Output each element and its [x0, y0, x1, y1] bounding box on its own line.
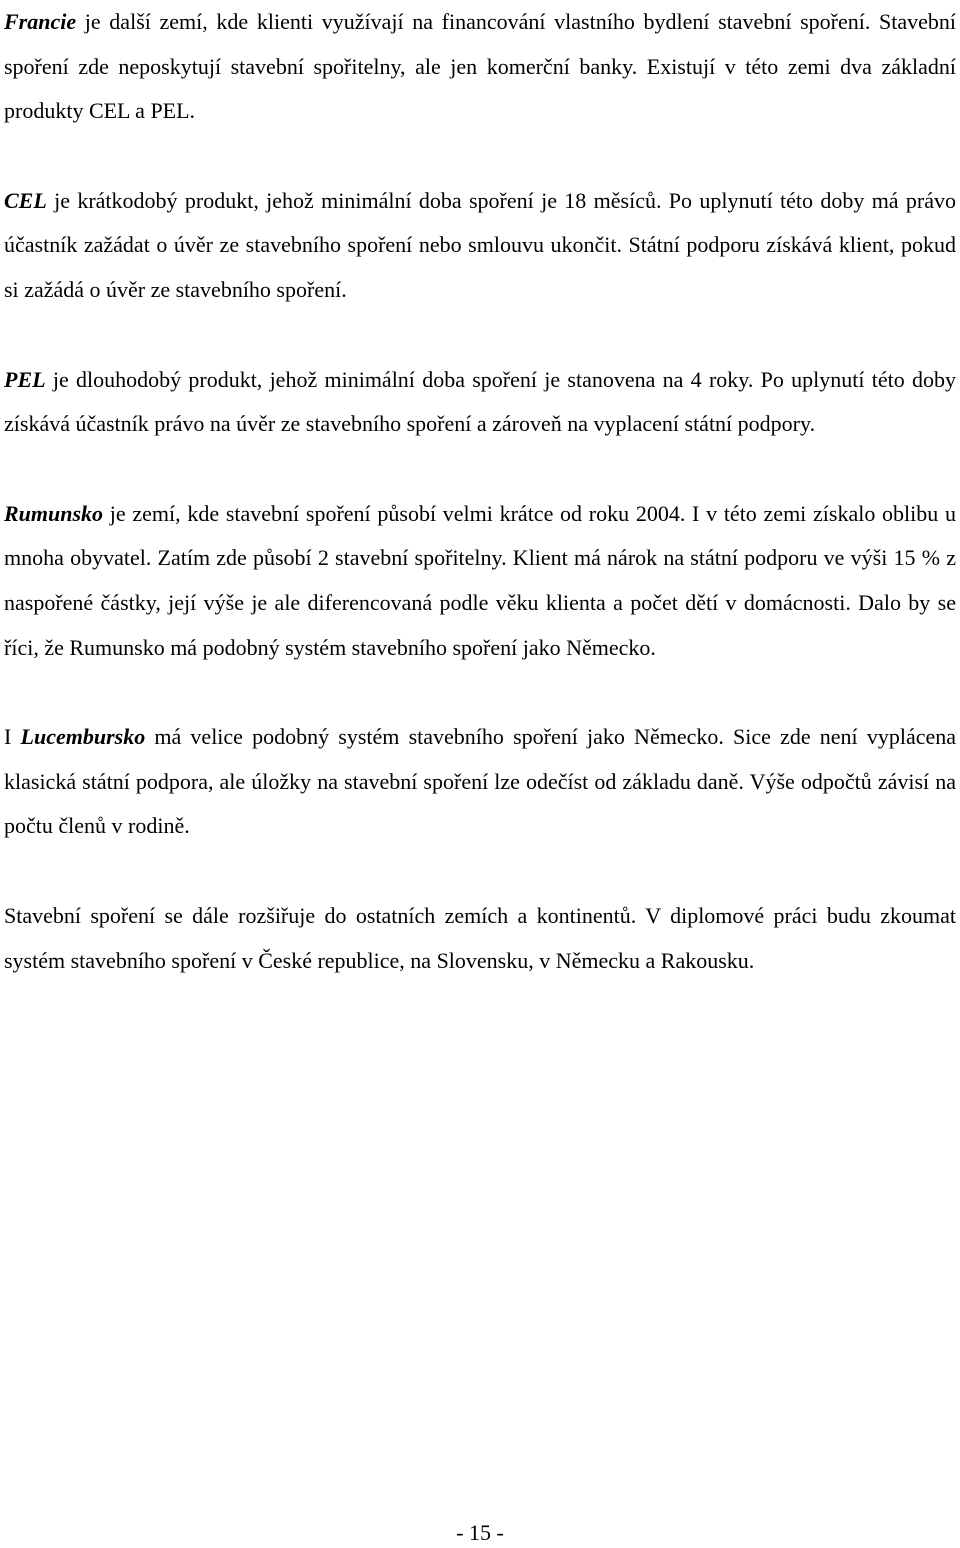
paragraph-lucembursko: [4, 715, 956, 849]
paragraph-text: je dlouhodobý produkt, jehož minimální doba spoření je stanovena na 4 roky. Po uplynutí této doby získává účastník právo na úvěr ze stavebního spoření a zároveň na vyplacení státní podpory.: [4, 366, 956, 437]
paragraph-pel: [4, 358, 956, 447]
paragraph-text: je krátkodobý produkt, jehož minimální doba spoření je 18 měsíců. Po uplynutí této doby má právo účastník zažádat o úvěr ze stavebního spoření nebo smlouvu ukončit. Státní podporu získává klient, pokud si zažádá o úvěr ze stavebního spoření.: [4, 187, 956, 302]
paragraph-conclusion: [4, 894, 956, 983]
keyword-lucembursko: Lucembursko: [20, 724, 146, 750]
paragraph-text: má velice podobný systém stavebního spoření jako Německo. Sice zde není vyplácena klasická státní podpora, ale úložky na stavební spoření lze odečíst od základu daně. Výše odpočtů závisí na počtu členů v rodině.: [4, 724, 957, 839]
paragraph-text: je další zemí, kde klienti využívají na financování vlastního bydlení stavební spoření. Stavební spoření zde neposkytují stavební spořitelny, ale jen komerční banky. Existují v této zemi dva základní produkty CEL a PEL.: [4, 9, 956, 124]
keyword-francie: Francie: [4, 9, 77, 34]
page-number: - 15 -: [456, 1520, 504, 1545]
paragraph-prefix: I: [4, 724, 21, 750]
paragraph-text: je zemí, kde stavební spoření působí velmi krátce od roku 2004. I v této zemi získalo oblibu u mnoha obyvatel. Zatím zde působí 2 stavební spořitelny. Klient má nárok na státní podporu ve výši 15 % z naspořené částky, její výše je ale diferencovaná podle věku klienta a počet dětí v domácnosti. Dalo by se říci, že Rumunsko má podobný systém stavebního spoření jako Německo.: [4, 500, 956, 660]
keyword-rumunsko: Rumunsko: [4, 500, 104, 526]
paragraph-cel: [4, 179, 956, 313]
paragraph-francie: [4, 0, 956, 134]
paragraph-rumunsko: [4, 492, 956, 670]
keyword-cel: CEL: [4, 187, 47, 213]
document-page: [4, 0, 956, 983]
paragraph-text: Stavební spoření se dále rozšiřuje do ostatních zemích a kontinentů. V diplomové práci budu zkoumat systém stavebního spoření v České republice, na Slovensku, v Německu a Rakousku.: [4, 902, 956, 973]
keyword-pel: PEL: [4, 366, 46, 392]
